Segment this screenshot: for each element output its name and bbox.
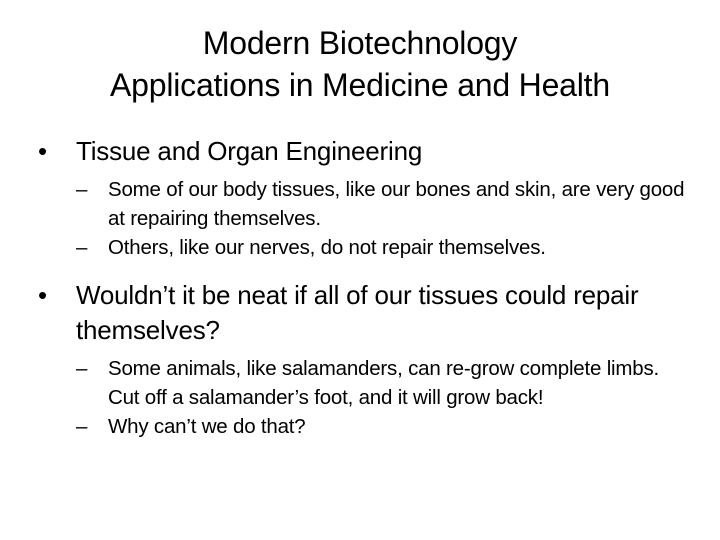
- bullet-item: [36, 134, 686, 169]
- sub-bullet-item: [76, 354, 686, 412]
- bullet-text: Wouldn’t it be neat if all of our tissues could repair themselves?: [76, 280, 639, 345]
- dash-icon: –: [76, 357, 88, 380]
- sub-bullet-list: [76, 175, 686, 262]
- sub-bullet-text: Some animals, like salamanders, can re-grow complete limbs. Cut off a salamander’s foot, and it will grow back!: [108, 357, 660, 409]
- sub-bullet-text: Some of our body tissues, like our bones and skin, are very good at repairing themselves.: [108, 178, 685, 230]
- sub-bullet-text: Why can’t we do that?: [108, 415, 306, 438]
- sub-bullet-list: [76, 354, 686, 441]
- sub-bullet-item: [76, 412, 686, 441]
- sub-bullet-item: [76, 233, 686, 262]
- slide-title: [36, 22, 684, 106]
- bullet-dot-icon: •: [38, 136, 47, 166]
- sub-bullet-item: [76, 175, 686, 233]
- dash-icon: –: [76, 415, 88, 438]
- dash-icon: –: [76, 178, 88, 201]
- title-line-1: Modern Biotechnology: [202, 25, 518, 61]
- title-line-2: Applications in Medicine and Health: [110, 67, 610, 103]
- bullet-text: Tissue and Organ Engineering: [76, 136, 423, 166]
- dash-icon: –: [76, 236, 88, 259]
- sub-bullet-text: Others, like our nerves, do not repair themselves.: [108, 236, 546, 259]
- slide-content: [36, 134, 686, 457]
- bullet-item: [36, 278, 686, 348]
- bullet-dot-icon: •: [38, 280, 47, 310]
